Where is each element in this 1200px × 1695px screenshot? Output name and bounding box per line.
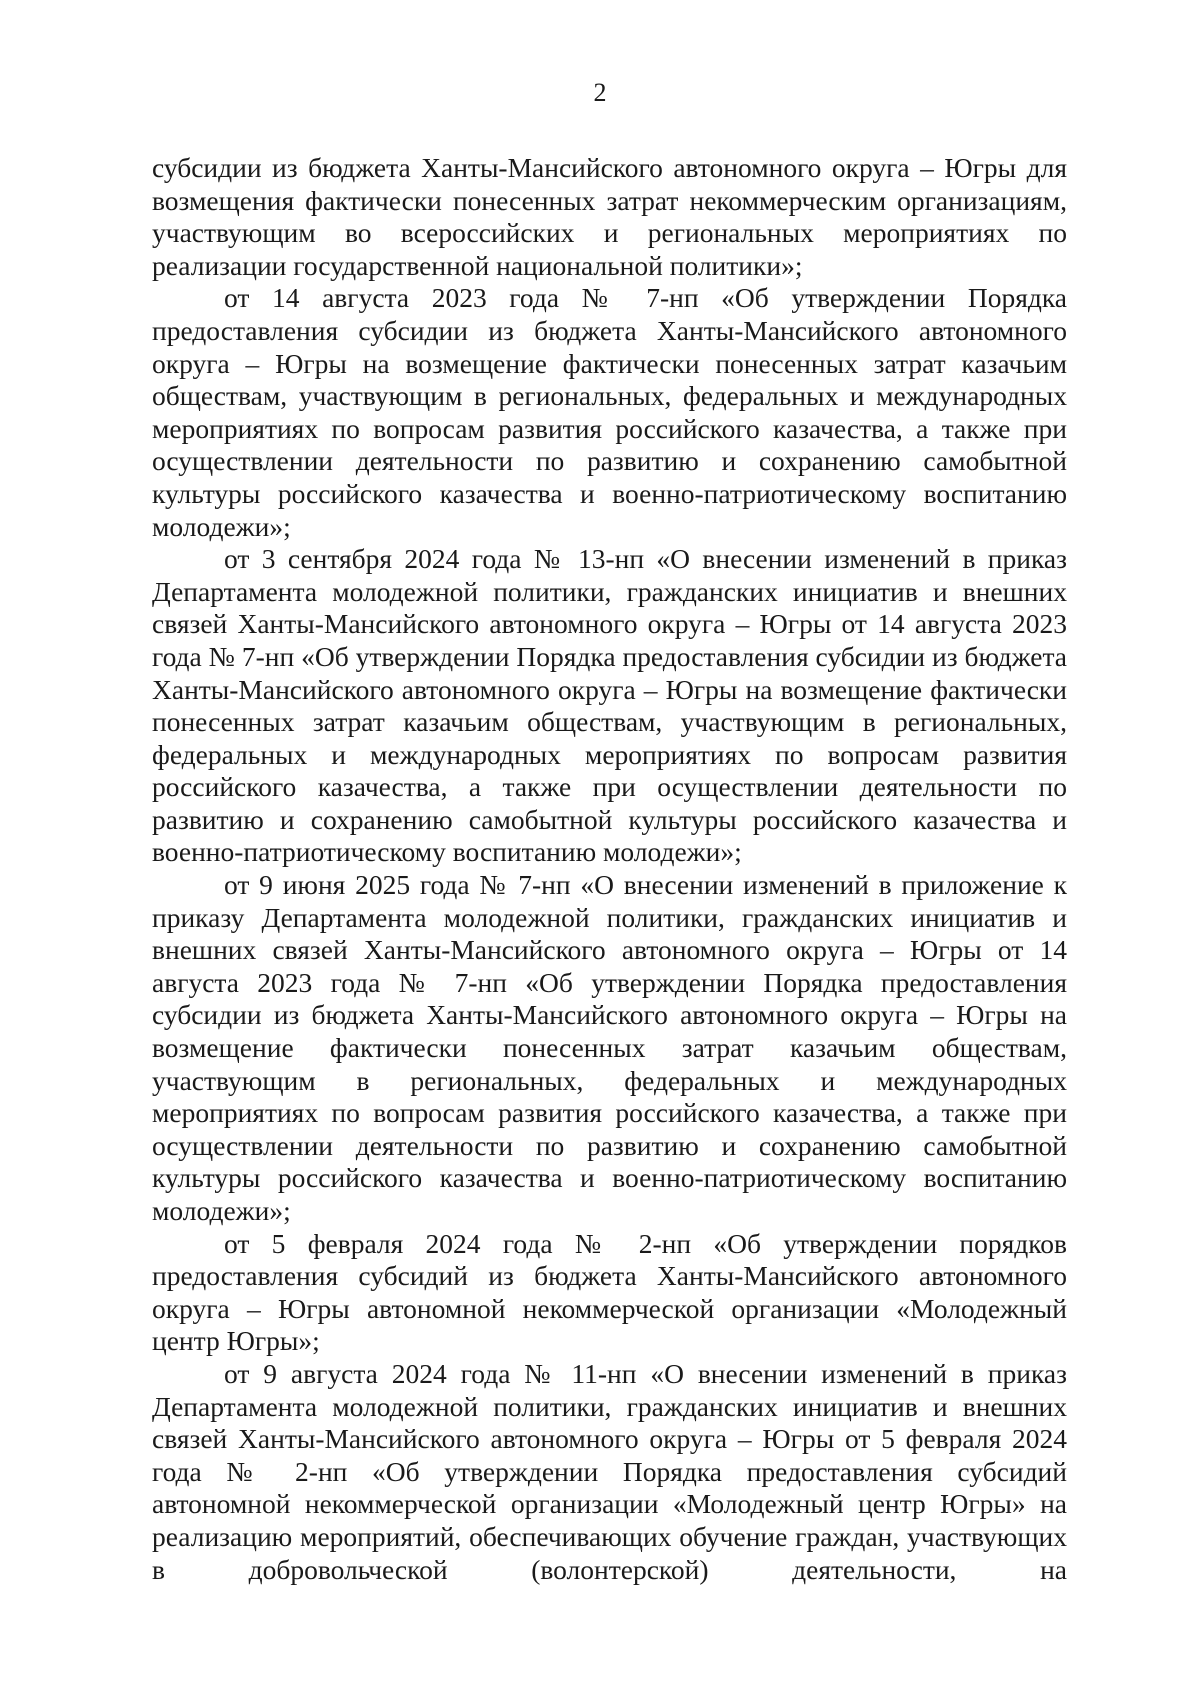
page-number: 2	[593, 78, 607, 107]
paragraph: от 14 августа 2023 года № 7-нп «Об утверждении Порядка предоставления субсидии из бюджета Ханты-Мансийского автономного округа – Югры на возмещение фактически понесенных затрат казачьим обществам, участвующим в региональных, федеральных и международных мероприятиях по вопросам развития российского казачества, а также при осуществлении деятельности по развитию и сохранению самобытной культуры российского казачества и военно-патриотическому воспитанию молодежи»;	[152, 282, 1067, 542]
document-body	[152, 152, 1067, 1586]
paragraph: от 5 февраля 2024 года № 2-нп «Об утверждении порядков предоставления субсидий из бюджета Ханты-Мансийского автономного округа – Югры автономной некоммерческой организации «Молодежный центр Югры»;	[152, 1227, 1067, 1357]
paragraph: от 3 сентября 2024 года № 13-нп «О внесении изменений в приказ Департамента молодежной политики, гражданских инициатив и внешних связей Ханты-Мансийского автономного округа – Югры от 14 августа 2023 года № 7-нп «Об утверждении Порядка предоставления субсидии из бюджета Ханты-Мансийского автономного округа – Югры на возмещение фактически понесенных затрат казачьим обществам, участвующим в региональных, федеральных и международных мероприятиях по вопросам развития российского казачества, а также при осуществлении деятельности по развитию и сохранению самобытной культуры российского казачества и военно-патриотическому воспитанию молодежи»;	[152, 543, 1067, 868]
paragraph: субсидии из бюджета Ханты-Мансийского автономного округа – Югры для возмещения фактически понесенных затрат некоммерческим организациям, участвующим во всероссийских и региональных мероприятиях по реализации государственной национальной политики»;	[152, 152, 1067, 281]
paragraph: от 9 июня 2025 года № 7-нп «О внесении изменений в приложение к приказу Департамента молодежной политики, гражданских инициатив и внешних связей Ханты-Мансийского автономного округа – Югры от 14 августа 2023 года № 7-нп «Об утверждении Порядка предоставления субсидии из бюджета Ханты-Мансийского автономного округа – Югры на возмещение фактически понесенных затрат казачьим обществам, участвующим в региональных, федеральных и международных мероприятиях по вопросам развития российского казачества, а также при осуществлении деятельности по развитию и сохранению самобытной культуры российского казачества и военно-патриотическому воспитанию молодежи»;	[152, 869, 1067, 1226]
paragraph: от 9 августа 2024 года № 11-нп «О внесении изменений в приказ Департамента молодежной политики, гражданских инициатив и внешних связей Ханты-Мансийского автономного округа – Югры от 5 февраля 2024 года № 2-нп «Об утверждении Порядка предоставления субсидий автономной некоммерческой организации «Молодежный центр Югры» на реализацию мероприятий, обеспечивающих обучение граждан, участвующих в добровольческой (волонтерской) деятельности, на	[152, 1357, 1067, 1585]
